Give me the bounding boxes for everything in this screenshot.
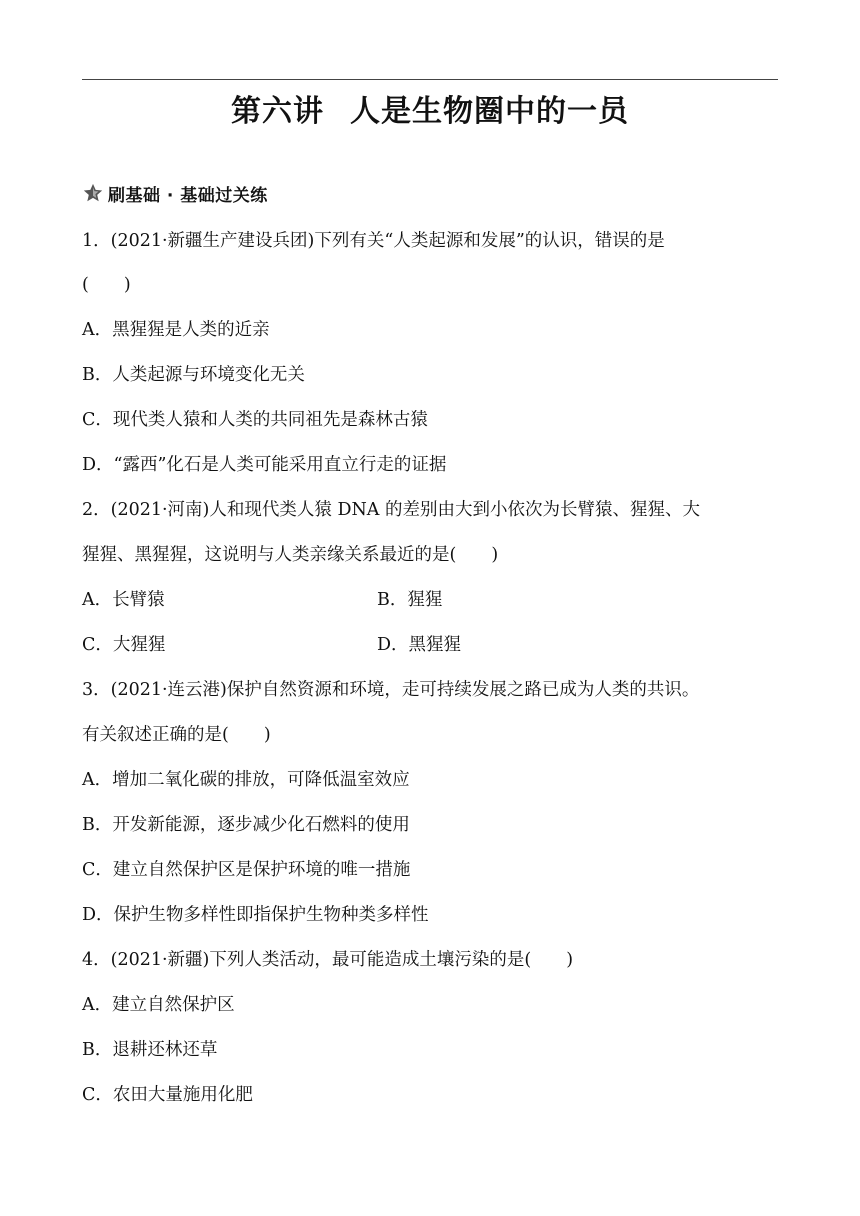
question-2-option-d: D．黑猩猩 bbox=[377, 635, 462, 655]
question-2-option-row-1 bbox=[82, 588, 443, 612]
section-heading bbox=[82, 180, 268, 206]
question-1-option-a: A．黑猩猩是人类的近亲 bbox=[82, 320, 270, 340]
question-4-option-a: A．建立自然保护区 bbox=[82, 995, 235, 1015]
question-4-option-c: C．农田大量施用化肥 bbox=[82, 1085, 253, 1105]
question-4-stem: 4．(2021·新疆)下列人类活动，最可能造成土壤污染的是( ) bbox=[82, 950, 574, 970]
question-2-option-row-2 bbox=[82, 633, 462, 657]
question-1-option-c: C．现代类人猿和人类的共同祖先是森林古猿 bbox=[82, 410, 428, 430]
question-3-stem: 3．(2021·连云港)保护自然资源和环境，走可持续发展之路已成为人类的共识。 bbox=[82, 680, 700, 700]
question-2-option-a: A．长臂猿 bbox=[82, 590, 165, 610]
question-3-option-a: A．增加二氧化碳的排放，可降低温室效应 bbox=[82, 770, 410, 790]
question-3-option-c: C．建立自然保护区是保护环境的唯一措施 bbox=[82, 860, 411, 880]
page-title bbox=[0, 86, 860, 130]
question-1-answer-blank: ( ) bbox=[82, 275, 131, 295]
question-3-stem-cont: 有关叙述正确的是( ) bbox=[82, 725, 271, 745]
question-2-option-c: C．大猩猩 bbox=[82, 635, 166, 655]
question-2-stem: 2．(2021·河南)人和现代类人猿 DNA 的差别由大到小依次为长臂猿、猩猩、大 bbox=[82, 500, 700, 520]
header-rule bbox=[82, 79, 778, 80]
question-1-stem: 1．(2021·新疆生产建设兵团)下列有关“人类起源和发展”的认识，错误的是 bbox=[82, 231, 665, 251]
question-2-option-b: B．猩猩 bbox=[377, 590, 443, 610]
question-4-option-b: B．退耕还林还草 bbox=[82, 1040, 218, 1060]
section-label: 刷基础 · 基础过关练 bbox=[108, 185, 268, 206]
title-topic: 人是生物圈中的一员 bbox=[350, 94, 629, 129]
title-lesson: 第六讲 bbox=[231, 94, 324, 129]
question-1-option-d: D．“露西”化石是人类可能采用直立行走的证据 bbox=[82, 455, 447, 475]
star-icon bbox=[82, 182, 104, 204]
question-3-option-d: D．保护生物多样性即指保护生物种类多样性 bbox=[82, 905, 429, 925]
question-3-option-b: B．开发新能源，逐步减少化石燃料的使用 bbox=[82, 815, 410, 835]
question-2-stem-cont: 猩猩、黑猩猩，这说明与人类亲缘关系最近的是( ) bbox=[82, 545, 499, 565]
question-1-option-b: B．人类起源与环境变化无关 bbox=[82, 365, 305, 385]
